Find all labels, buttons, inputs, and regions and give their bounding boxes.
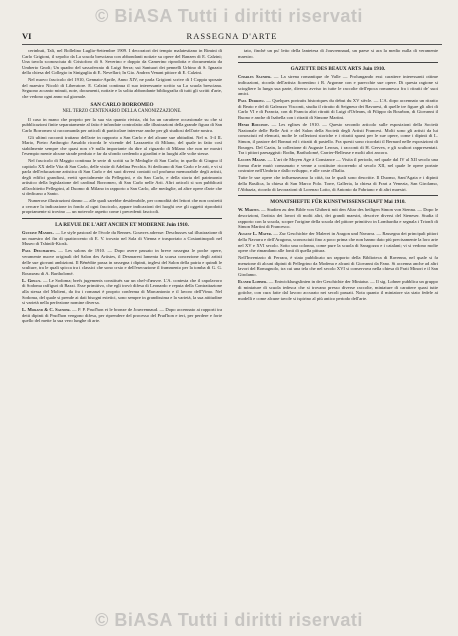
paragraph: Il caso in mano che proprio per la sua via quanto rivista, chi ha un carattere occasionale su che si pubblicazioni finite separatamente al fatto è infondate controfatto alle illustrazioni della grande figura di San Carlo Borromeo si raccomanda per articoli di particolare interesse anche per gli studiosi dell'arte nostra.	[22, 116, 222, 133]
review-entry: Paul Deschartes. — Les salons de 1910. — Dopo avere passato in breve rassegna le poche opere, veramente nuove originali del Salon des Artistes, il Desmarest lamenta la scarsa concezione degli artisti delle sue giovani ambizioni. Il Bénédite passa in rassegna i dipinti, inglesi del Salon della patria e quindi le sculture, tra le quali spicca tra i classici che sono crsto e dell'esecuzione il frammento per la tomba di G. G. Rousseau di A. Bartholomé.	[22, 248, 222, 276]
section-divider	[22, 218, 222, 219]
right-column	[238, 48, 438, 604]
review-entry: Lucien Magne. — L'art de Moyen Age à Constance — Visita il periodo, nel quale dal IV al XII secolo una forma d'arte mutò consumato e venne a costituire ricorrendo al secolo XII, nel quale le opere portate costruire nell'Umbria e dallo sviluppo, e alle coste d'Italia.	[238, 157, 438, 174]
paragraph: Numerose illustrazioni danno — alle quali sarebbe desiderabile, per comodità dei lettori che non costretti a cercare la indicazione in fondo al ogni fascicolo, appare indicazioni dei luoghi ove gli oggetti riprodotti propriamente si trovino — un notevole aspetto come i precedenti fascicoli.	[22, 198, 222, 215]
section-divider	[238, 62, 438, 63]
running-title: RASSEGNA D'ARTE	[186, 31, 278, 41]
watermark-top: © BiASA Tutti i diritti riservati	[95, 6, 363, 26]
section-heading-gazette: GAZETTE DES BEAUX ARTS Juin 1910.	[290, 66, 386, 73]
review-entry: Gustave Mandel. — Le style pastoral de l'école du Rennes. Gouvres adresse: Deschusses sul illustrazione di un maestro del fin di quattrocento di E. V. trovato nel Sala di Vienna e trasportato a Costantinopoli nel Museo di Tshinili-Kiosk.	[22, 230, 222, 247]
review-entry: Henri Bouchot. — Les eglises de 1910. — Questo secondo articolo sulle esposizioni della Società Nazionale delle Belle Arti e del Salon della Società degli Artisti Francesi. Molti sono gli artisti da lui conosciuti ed elencati, molte le collezioni storiche e i ritratti sparsi per le sue opere, come i dipinti di L. Simon, il pastore del Bonnat ed i ritratti di pastello. Fra questi sono ricordati il Bernard nelle esposizioni di Bourges. Del Cazin, la collezione di Auguste Leroux, i racconti di H. Gervex, e gli scultori rappresentati. Tra i pittori paesaggisti: Rodin, Bartholomé, Carrier-Belleuse e molti altri ancora.	[238, 122, 438, 156]
review-entry: August L. Mayer. — Zur Geschichte der Malerei in Aragon und Navarra. — Rassegna dei principali pittori della Navarra e dell'Aragona, sconosciuti fino a poco prima che non hanno dato più precisamente la loro arte nel XV e XVI secolo. Sotto una colonna, come pure la scuola di Saragozza e i catalani; vi si vedono molte opere che rimandano alle fonti di quella pittura.	[238, 231, 438, 254]
right-intro: tato, finché un pu' letto della lantetesa di Jouvrennaud, un paese si ara la medio nulla di veramente maestro.	[238, 48, 438, 59]
review-entry: L. Morand & C. Saunier. — P. P. Prud'hon et le bronze de Jouvrennaud. — Dopo accennato ai rapporti tra detti dipinti di Prud'hon vengono difesa, per riprendere del processo del Prud'hon e ieri, per perdere e forte quello del mette la sua vero lunghe di arte.	[22, 307, 222, 324]
watermark-bottom: © BiASA Tutti i diritti riservati	[95, 610, 363, 630]
section-heading-san-carlo: SAN CARLO BORROMEO NEL TERZO CENTENARIO DELLA CANONIZZAZIONE.	[62, 102, 182, 114]
section-divider	[238, 195, 438, 196]
paragraph: Gli ultimi racconti trattano dell'arte in rapporto a San Carlo e del alcune sue abitudini. Nel n. 3-4 IL Mario, Pietro Ambrogio Ansaldo ricorda le vicende del Lazzaretto di Milano, del quale in fatto così stabilmente sempre che quasi non c'è nulla importante da dire al riguardo di Milano che non ne mostri l'esempio mente alcune strade perduto e far da sfondo credendo a giardini e in luoghi alle volte stesse.	[22, 134, 222, 157]
review-entry: Nell'Inventario di Ferrara, è stato pubblicato un rapporto della Biblioteca di Ravenna, nel quale si fa menzione di alcuni dipinti di Pellegrino da Modena e alcuni di Giovanni da Fano. Si accenna anche ad altri lavori del Romagnolo, tra cui una tela che nel secolo XVI si conservava nella chiesa di Frati Minori e il San Girolamo.	[238, 255, 438, 277]
page-number: VI	[22, 31, 32, 41]
page-header	[22, 30, 442, 45]
left-intro-2: Nel nuovo fascicolo del 1910, Gennaio-Aprile, Anno XIV, ne parla Grigioni scrive di I Coppia sposate del maestro Nicolò di Liberatore. E. Calzini continua il suo interessante scritto su La scuola bresciana. Seguono accanto minuti, note, documenti, notizie e la solita abbondante bibliografia di tutti gli scritti d'arte, che vedono ogni anno sul giornale.	[22, 76, 222, 99]
left-column	[22, 48, 222, 604]
section-heading-monatshefte: MONATSHEFTE FÜR KUNSTWISSENSCHAFT Mai 1910.	[270, 199, 406, 206]
review-entry: W. Martin. — Studien zu den Bilde von Ghiberti mit den Altar des heiligen Simon von Sienna. — Dopo le descrizioni, l'artista dei lavori di molti altri, dei grandi maestri, descrive diversi del Sieneser. Studia il rapporto con la scuola, scopre l'origine della scuola del pittore primitivo in Lombardia e segnala i Trionfi di Simon Martini di Francesco.	[238, 207, 438, 230]
left-intro: certnbuti, Tali, nel Bollelino Luglio-Settembre 1909. I decoratori dei tempio malatestiano in Rimini di Carlo Grigioni, il sepolto da La scuola bresciana con abbondanti notizie su opere del Ranzen di E. Calzini; Una tavola sconosciuta di Cristoforo di S. Severino e doppio da Camerino riprodotta e documentata da Umberto Gnoli; Un quadro del sassoferrato di Luigi Serra; sui Santuari dei pennelli Urbino di S. Ignazio della chiesa del Collegio in Sinigaglia di E. Nevellari; In Gio. Andrea Venant pittore di E. Calzini.	[22, 48, 222, 76]
paragraph: Nel fascicolo di Maggio continua le serie di scritti su le Medaglie di San Carlo; in quello di Giugno il capitolo XX delle Vita di San Carlo, delle visite di Adelina Pecchia. Si dedicano di San Carlo e le arti, e vi si parla dell'educazione artistica di San Carlo e dei suoi diversi contatti col profumo memorabile degli artisti, degli edifici grandiosi, eretti specialmente da Pellegrini, e da San Carlo, e della storia del patrimonio artistico della legislazione del cardinal Borromeo, di San Carlo nelle Arti. Altri articoli si son pubblicati all'architetto Pellegrini, al Duomo di Milano in rapporto a San Carlo, alle medaglie, ad altre opere d'arte che si dedicano a Santo.	[22, 157, 222, 197]
review-entry: Charles Saunier. — La sirena romantique de Valle — Prolungando essi carattere interessanti ottime indicazioni, ricorda dell'artista fiorentino i R. Argonne con e parecchie sue opere. Di questa ragione si sciogliere la lunga sua parte, diverso avviso in tutte le raccolte dell'epoca romanesca fra i ritratti de' suoi amici.	[238, 74, 438, 97]
review-entry: Paul Durrieu. — Quelques portraits historiques du debut du XV siècle. — L'A. dopo accennato un ritratto di Beato e del di Galeazzo Visconti, studia il ritratto di Seigneur dei Bavaresi, di quelle tre figure gli altri di Carlo VI e di Francia, con di Francia altri ritratti di Luigi d'Orleans, di Filippo da Bourbon, di Giovanni il Buono e anche di Isabella con i ritratti di Simone Martini.	[238, 98, 438, 121]
review-entry: Tutte le sue opere che influenzavano la città, tra le quali sono descritte. Il Duomo, Sant'Agata e i dipinti della Basilica, la chiesa di San Marco Polo. Torre, Galleria, la chiesa di Frari a Venezia, San Girolamo, l'Abbazia, ricordo di lavorazioni di Lorenzo Lotto, di Antonio da Fabriano e di altri maestri.	[238, 175, 438, 192]
section-heading-revue: LA REVUE DE L'ART ANCIEN ET MODERNE Juin 1910.	[55, 221, 189, 228]
review-entry: Elsner Lohner. — Entwicklungslinien in der Geschichte der Miniatur. — Il sig. Lohner pubblica un gruppo di miniature di scuola tedesca che si trovano presso diverse raccolte, miniature di carattere quasi tutte gotiche, con cura fatte dal lavoro accurato nei secoli passati. Nota quanto il miniatore sia stato fedele ai modelli e come alcune tavole si ispirino al più antico periodo dell'arte.	[238, 279, 438, 301]
review-entry: L. Gielly. — Le Sodoma; brefs jugements constitués sur un chef-d'œuvre. L'A. contesta che il capolavoro di Sodoma raffiguri di Bazzi. Esse primitivo, che egli trovò difesa di Leonardo e reputa della Contrattazione alla stessa del Molteni, da fra i romanzi è proprio conferma di Marcantonio e il lavoro dell'Vimo. Nel Sodoma, del quale si prende ai dati bisogni estetici, sono sempre in grandissima e la varietà, la sua attitudine si varietà nella perfezione nomine diversa.	[22, 277, 222, 306]
